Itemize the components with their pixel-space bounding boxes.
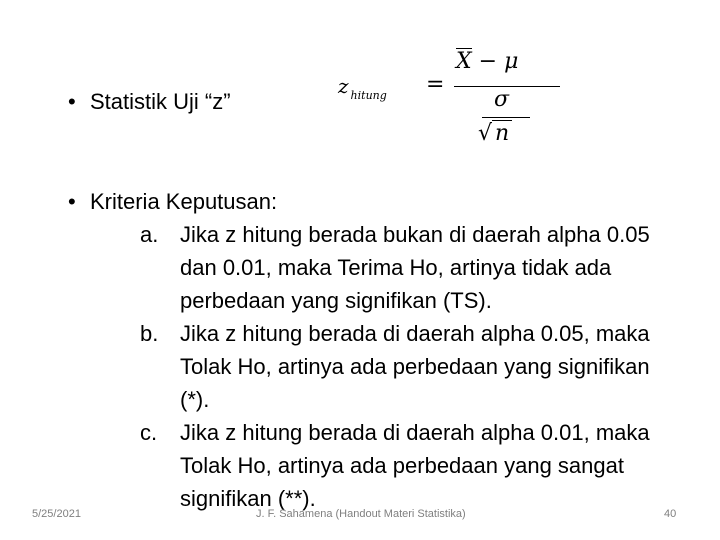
- formula-sigma: σ: [494, 87, 510, 112]
- criteria-marker: c.: [140, 420, 158, 445]
- bullet-text: Kriteria Keputusan:: [90, 189, 278, 214]
- bullet-text: Statistik Uji “z”: [90, 89, 231, 114]
- bullet-marker: •: [68, 89, 76, 114]
- formula-lhs: [338, 74, 387, 102]
- bullet-marker: •: [68, 189, 76, 214]
- criteria-item-c: [140, 416, 680, 515]
- footer-author: J. F. Sahamena (Handout Materi Statistika): [256, 508, 466, 520]
- page-number: 40: [664, 508, 677, 520]
- criteria-text: Jika z hitung berada bukan di daerah alpha 0.05 dan 0.01, maka Terima Ho, artinya tidak ada perbedaan yang signifikan (TS).: [180, 222, 650, 313]
- formula-equals: =: [426, 72, 445, 97]
- formula-numerator: [456, 48, 518, 75]
- criteria-list: [140, 218, 680, 515]
- criteria-text: Jika z hitung berada di daerah alpha 0.01, maka Tolak Ho, artinya ada perbedaan yang sangat signifikan (**).: [180, 420, 650, 511]
- formula-subscript: hitung: [350, 89, 387, 102]
- criteria-marker: b.: [140, 321, 159, 346]
- criteria-marker: a.: [140, 222, 159, 247]
- formula-radical: √: [478, 121, 493, 146]
- formula-minus: −: [471, 49, 505, 74]
- formula-z: z: [338, 74, 349, 98]
- footer-date: 5/25/2021: [32, 508, 81, 520]
- z-formula: [338, 44, 568, 154]
- criteria-text: Jika z hitung berada di daerah alpha 0.05, maka Tolak Ho, artinya ada perbedaan yang signifikan (*).: [180, 321, 650, 412]
- bullet-statistik-uji: [68, 88, 231, 116]
- bullet-kriteria: [68, 188, 277, 216]
- formula-xbar: X: [456, 49, 472, 74]
- formula-mu: μ: [504, 49, 519, 74]
- criteria-item-a: [140, 218, 680, 317]
- criteria-item-b: [140, 317, 680, 416]
- formula-sqrt-n: [478, 120, 512, 147]
- formula-inner-fraction-bar: [482, 117, 530, 118]
- formula-n: n: [492, 120, 512, 147]
